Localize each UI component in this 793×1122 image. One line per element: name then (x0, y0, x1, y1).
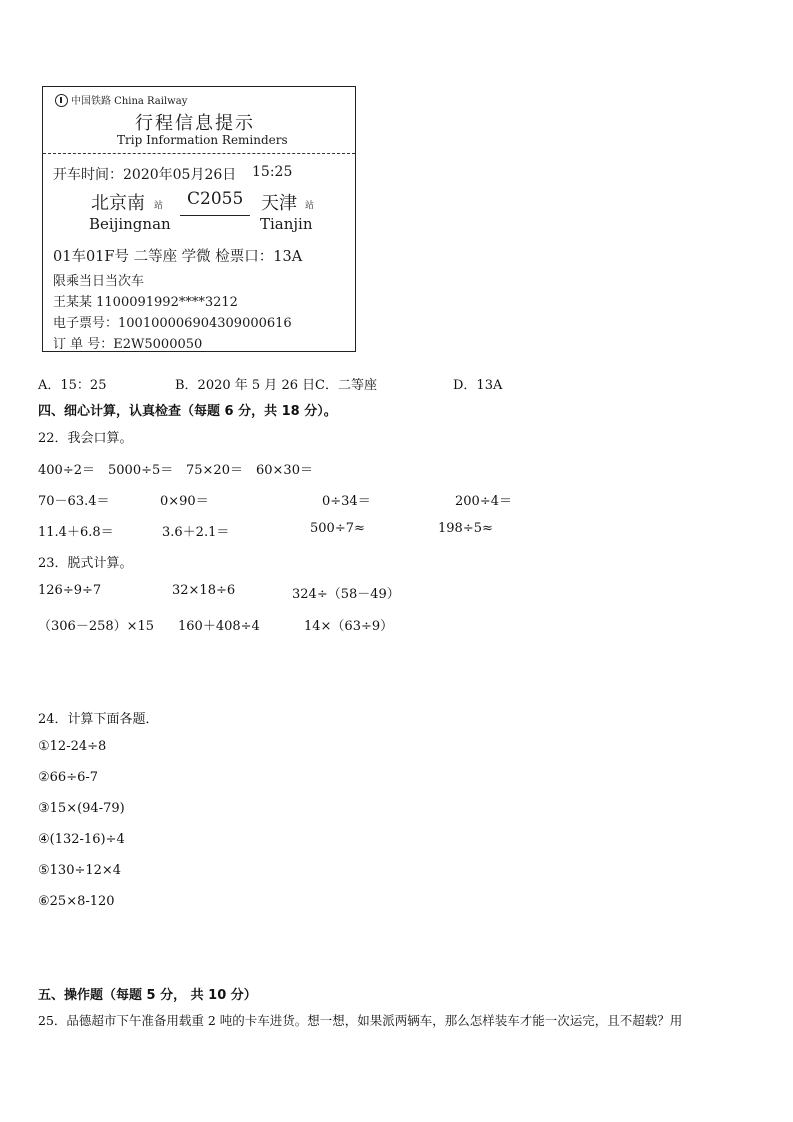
q22-r3-c3: 500÷7≈ (310, 521, 365, 536)
q22-r1-c3: 75×20＝ (186, 463, 243, 478)
q22-r2-c1: 70－63.4＝ (38, 494, 110, 509)
ticket-title-cn: 行程信息提示 (135, 113, 255, 134)
to-station-cn: 天津 (261, 193, 297, 214)
q22-r1-c2: 5000÷5＝ (108, 463, 174, 478)
option-b: B．2020 年 5 月 26 日 (175, 378, 316, 393)
from-station-cn: 北京南 (91, 193, 145, 214)
to-station-suffix: 站 (305, 201, 315, 211)
ticket-brand: 中国铁路 China Railway (71, 96, 188, 107)
ticket-title-en: Trip Information Reminders (117, 133, 288, 147)
q24-title: 24．计算下面各题． (38, 712, 159, 727)
q22-r1-c4: 60×30＝ (256, 463, 313, 478)
q22-title: 22．我会口算。 (38, 431, 133, 446)
depart-label: 开车时间： (53, 167, 123, 183)
from-station-en: Beijingnan (89, 215, 171, 233)
passenger-info: 王某某 1100091992****3212 (53, 295, 238, 310)
q25-text: 25．品德超市下午准备用载重 2 吨的卡车进货。想一想，如果派两辆车，那么怎样装车才能一次运完，且不超载？用 (38, 1013, 683, 1028)
eticket-number: 电子票号：10010000690430900061​6 (53, 316, 292, 331)
ticket-image (42, 86, 356, 352)
q24-item-2: ②66÷6-7 (38, 770, 99, 785)
q24-item-3: ③15×(94-79) (38, 801, 125, 816)
q23-r2-c2: 160＋408÷4 (178, 619, 260, 634)
q22-r3-c2: 3.6＋2.1＝ (162, 525, 230, 540)
china-railway-logo-icon (55, 94, 68, 107)
section5-heading: 五、操作题（每题 5 分， 共 10 分） (38, 988, 257, 1003)
section4-heading: 四、细心计算，认真检查（每题 6 分，共 18 分）。 (38, 404, 337, 419)
train-number: C2055 (187, 189, 244, 209)
q23-r1-c2: 32×18÷6 (172, 583, 236, 598)
q23-r1-c3: 324÷（58－49） (292, 587, 400, 602)
q24-item-1: ①12-24÷8 (38, 739, 107, 754)
q24-item-4: ④(132-16)÷4 (38, 832, 125, 847)
q23-title: 23．脱式计算。 (38, 556, 133, 571)
q22-r2-c2: 0×90＝ (160, 494, 209, 509)
depart-date: 2020年05月26日 (123, 167, 237, 183)
q22-r2-c4: 200÷4＝ (455, 494, 512, 509)
train-underline (180, 215, 250, 216)
option-c: C．二等座 (315, 378, 377, 393)
q22-r3-c4: 198÷5≈ (438, 521, 493, 536)
seat-line: 01车01F号 二等座 学微 检票口：13A (53, 249, 303, 265)
ticket-divider (43, 153, 355, 154)
q24-item-5: ⑤130÷12×4 (38, 863, 122, 878)
q22-r3-c1: 11.4＋6.8＝ (38, 525, 114, 540)
q23-r2-c1: （306－258）×15 (38, 619, 155, 634)
from-station-suffix: 站 (154, 201, 164, 211)
q23-r1-c1: 126÷9÷7 (38, 583, 102, 598)
q24-item-6: ⑥25×8-120 (38, 894, 115, 909)
option-d: D．13A (453, 378, 503, 393)
q22-r1-c1: 400÷2＝ (38, 463, 95, 478)
option-a: A．15：25 (38, 378, 107, 393)
to-station-en: Tianjin (260, 215, 313, 233)
depart-time: 15:25 (252, 164, 293, 180)
q23-r2-c3: 14×（63÷9） (304, 619, 394, 634)
order-number: 订 单 号：E2W5000050 (53, 337, 203, 352)
ticket-restriction: 限乘当日当次车 (53, 274, 145, 289)
q22-r2-c3: 0÷34＝ (322, 494, 371, 509)
